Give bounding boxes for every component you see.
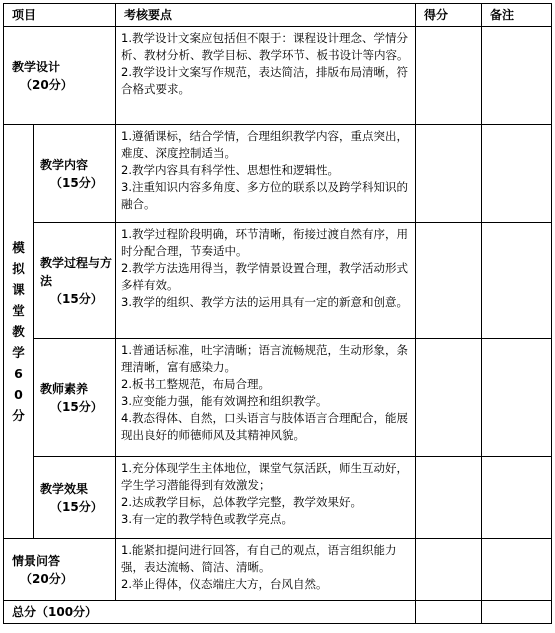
effect-points: [116, 457, 416, 539]
qa-score: （20分）: [20, 571, 73, 586]
quality-score: （15分）: [50, 399, 103, 414]
effect-score: （15分）: [50, 499, 103, 514]
process-point: 3.教学的组织、教学方法的运用具有一定的新意和创意。: [121, 295, 408, 309]
design-point: 2.教学设计文案写作规范，表达简洁，排版布局清晰，符合格式要求。: [121, 65, 408, 96]
qa-point: 2.举止得体，仪态端庄大方，台风自然。: [121, 577, 328, 591]
row-quality: [4, 339, 552, 457]
qa-name: 情景问答: [12, 553, 61, 568]
design-name: 教学设计: [12, 59, 61, 74]
content-score: （15分）: [50, 175, 103, 190]
remark-cell[interactable]: [482, 125, 552, 223]
process-item: [34, 223, 116, 339]
qa-points: [116, 539, 416, 601]
quality-point: 3.应变能力强，能有效调控和组织教学。: [121, 394, 328, 408]
row-effect: [4, 457, 552, 539]
content-point: 2.教学内容具有科学性、思想性和逻辑性。: [121, 163, 339, 177]
simulation-name: 模拟课堂教学: [12, 240, 25, 360]
total-score-cell[interactable]: [416, 601, 482, 624]
score-cell[interactable]: [416, 457, 482, 539]
content-name: 教学内容: [40, 157, 89, 172]
simulation-group: [4, 125, 34, 539]
score-cell[interactable]: [416, 27, 482, 125]
header-remark: 备注: [482, 4, 552, 27]
row-design: [4, 27, 552, 125]
simulation-score: 60分: [12, 366, 25, 423]
score-cell[interactable]: [416, 125, 482, 223]
process-point: 1.教学过程阶段明确，环节清晰，衔接过渡自然有序，用时分配合理，节奏适中。: [121, 227, 408, 258]
remark-cell[interactable]: [482, 539, 552, 601]
remark-cell[interactable]: [482, 27, 552, 125]
quality-point: 1.普通话标准，吐字清晰；语言流畅规范，生动形象，条理清晰，富有感染力。: [121, 343, 408, 374]
effect-point: 3.有一定的教学特色或教学亮点。: [121, 512, 293, 526]
remark-cell[interactable]: [482, 223, 552, 339]
effect-point: 2.达成教学目标，总体教学完整，教学效果好。: [121, 495, 362, 509]
design-item: [4, 27, 116, 125]
design-score: （20分）: [20, 77, 73, 92]
process-points: [116, 223, 416, 339]
remark-cell[interactable]: [482, 339, 552, 457]
score-cell[interactable]: [416, 339, 482, 457]
effect-name: 教学效果: [40, 481, 89, 496]
row-total: [4, 601, 552, 624]
evaluation-table: [3, 3, 552, 624]
quality-points: [116, 339, 416, 457]
row-qa: [4, 539, 552, 601]
total-label: 总分（100分）: [4, 601, 416, 624]
row-content: [4, 125, 552, 223]
qa-item: [4, 539, 116, 601]
quality-point: 4.教态得体、自然，口头语言与肢体语言合理配合，能展现出良好的师德师风及其精神风貌。: [121, 411, 408, 442]
design-points: [116, 27, 416, 125]
content-point: 3.注重知识内容多角度、多方位的联系以及跨学科知识的融合。: [121, 180, 408, 211]
total-remark-cell[interactable]: [482, 601, 552, 624]
remark-cell[interactable]: [482, 457, 552, 539]
process-name: 教学过程与方法: [40, 255, 113, 288]
header-points: 考核要点: [116, 4, 416, 27]
content-point: 1.遵循课标，结合学情，合理组织教学内容，重点突出，难度、深度控制适当。: [121, 129, 408, 160]
score-cell[interactable]: [416, 539, 482, 601]
header-score: 得分: [416, 4, 482, 27]
effect-item: [34, 457, 116, 539]
content-item: [34, 125, 116, 223]
quality-item: [34, 339, 116, 457]
process-point: 2.教学方法选用得当，教学情景设置合理，教学活动形式多样有效。: [121, 261, 408, 292]
quality-point: 2.板书工整规范，布局合理。: [121, 377, 270, 391]
qa-point: 1.能紧扣提问进行回答，有自己的观点，语言组织能力强，表达流畅、简洁、清晰。: [121, 543, 397, 574]
process-score: （15分）: [50, 291, 103, 306]
header-row: [4, 4, 552, 27]
design-point: 1.教学设计文案应包括但不限于：课程设计理念、学情分析、教材分析、教学目标、教学环节、板书设计等内容。: [121, 31, 409, 62]
score-cell[interactable]: [416, 223, 482, 339]
quality-name: 教师素养: [40, 381, 89, 396]
content-points: [116, 125, 416, 223]
effect-point: 1.充分体现学生主体地位，课堂气氛活跃，师生互动好，学生学习潜能得到有效激发；: [121, 461, 408, 492]
header-item: 项目: [4, 4, 116, 27]
row-process: [4, 223, 552, 339]
